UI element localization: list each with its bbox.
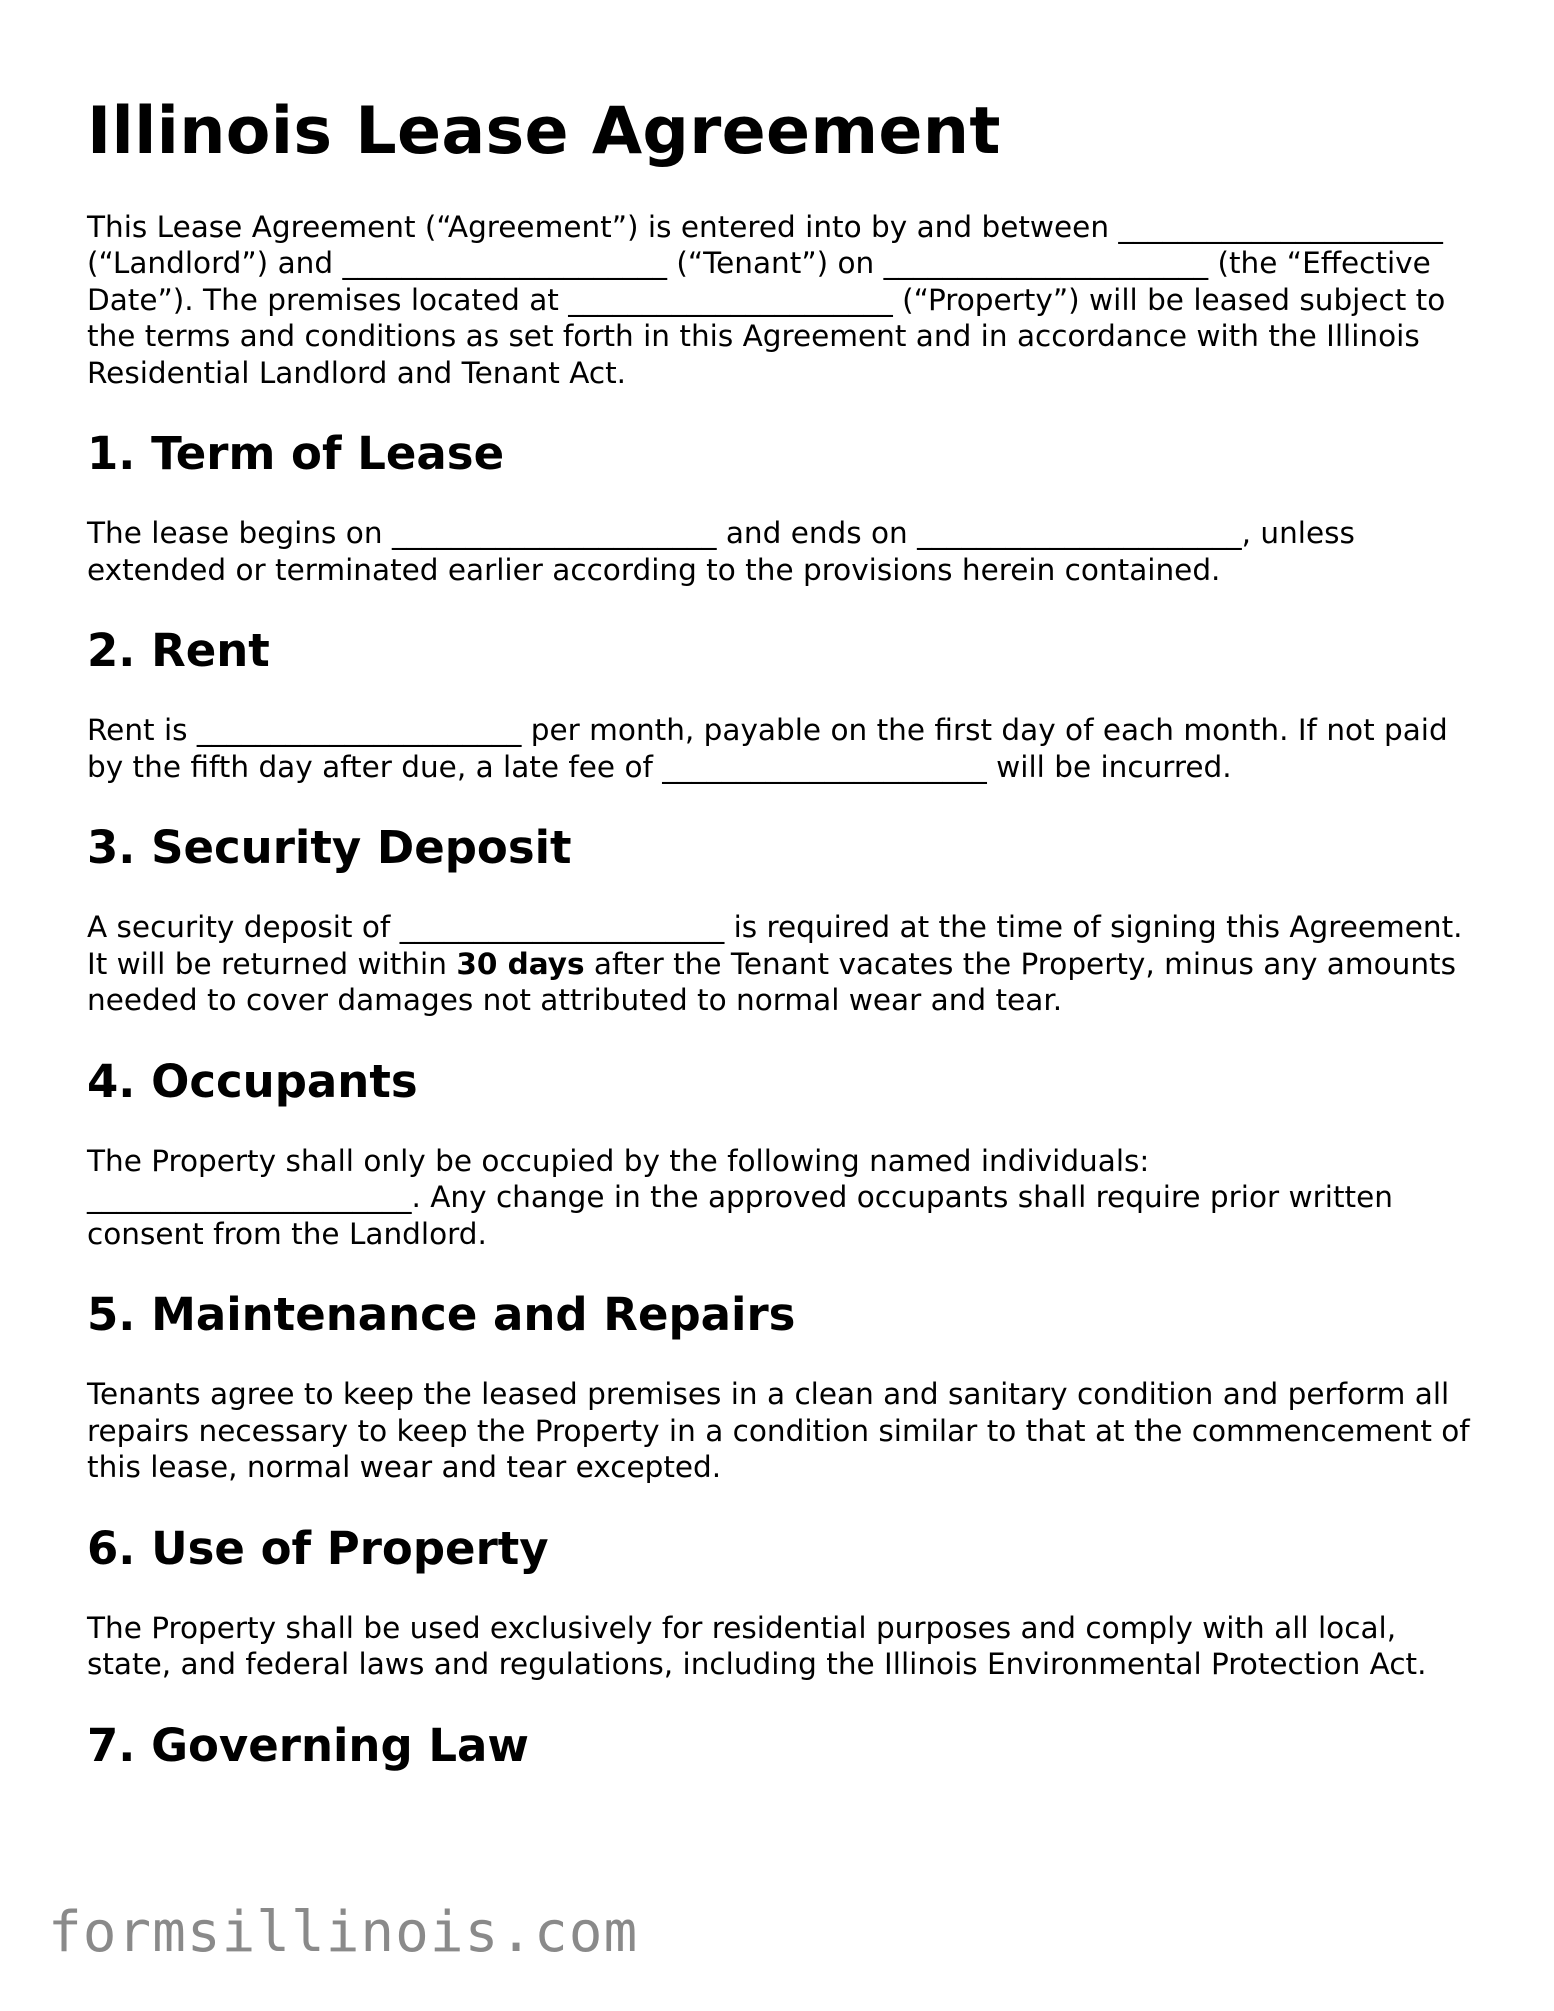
term-text: The lease begins on bbox=[87, 516, 392, 551]
watermark: formsillinois.com bbox=[48, 1900, 639, 1965]
section-body-occupants bbox=[87, 1143, 1477, 1253]
occupants-text: . Any change in the approved occupants shall require prior written consent from the Landlord. bbox=[87, 1180, 1393, 1251]
section-body-use-of-property: The Property shall be used exclusively for residential purposes and comply with all local, state, and federal laws and regulations, including the Illinois Environmental Protection Act. bbox=[87, 1610, 1427, 1682]
section-title-maintenance: 5. Maintenance and Repairs bbox=[87, 1288, 796, 1342]
occupants-text: The Property shall only be occupied by the following named individuals: bbox=[87, 1143, 1150, 1178]
section-body-maintenance: Tenants agree to keep the leased premises in a clean and sanitary condition and perform all repairs necessary to keep the Property in a condition similar to that at the commencement of this lease, normal wear and tear excepted. bbox=[87, 1377, 1470, 1485]
section-title-security-deposit: 3. Security Deposit bbox=[87, 821, 572, 875]
section-body-rent bbox=[87, 712, 1477, 785]
term-text: , unless extended or terminated earlier according to the provisions herein contained. bbox=[87, 516, 1355, 587]
rent-text: Rent is bbox=[87, 713, 197, 748]
effective-date-blank: ______________________ bbox=[883, 246, 1209, 281]
intro-text: This Lease Agreement (“Agreement”) is entered into by and between bbox=[87, 209, 1119, 244]
deposit-text: A security deposit of bbox=[87, 910, 400, 945]
document bbox=[87, 95, 1477, 1773]
section-body-security-deposit bbox=[87, 909, 1477, 1019]
rent-text: will be incurred. bbox=[986, 749, 1232, 784]
intro-text: (“Landlord”) and bbox=[87, 246, 343, 281]
term-text: and ends on bbox=[716, 516, 918, 551]
lease-end-blank: ______________________ bbox=[917, 516, 1242, 551]
document-title: Illinois Lease Agreement bbox=[87, 94, 1001, 169]
tenant-blank: ______________________ bbox=[342, 246, 667, 281]
return-period: 30 days bbox=[456, 946, 585, 981]
occupants-blank: ______________________ bbox=[87, 1180, 412, 1215]
intro-text: (“Tenant”) on bbox=[666, 246, 884, 281]
lease-start-blank: ______________________ bbox=[391, 516, 717, 551]
deposit-amount-blank: ______________________ bbox=[399, 910, 725, 945]
intro-text: (the “Effective Date”). The premises located at bbox=[87, 246, 1431, 317]
deposit-text: after the Tenant vacates the Property, minus any amounts needed to cover damages not attributed to normal wear and tear. bbox=[87, 946, 1456, 1018]
intro-paragraph bbox=[87, 209, 1477, 392]
section-title-governing-law: 7. Governing Law bbox=[87, 1718, 529, 1772]
intro-text: (“Property”) will be leased subject to the terms and conditions as set forth in this Agreement and in accordance with the Illinois Residential Landlord and Tenant Act. bbox=[87, 282, 1446, 390]
rent-text: per month, payable on the first day of each month. If not paid by the fifth day after due, a late fee of bbox=[87, 713, 1448, 784]
section-title-rent: 2. Rent bbox=[87, 624, 270, 678]
rent-amount-blank: ______________________ bbox=[196, 713, 522, 748]
landlord-blank: ______________________ bbox=[1118, 209, 1443, 244]
section-title-occupants: 4. Occupants bbox=[87, 1054, 418, 1108]
late-fee-blank: ______________________ bbox=[662, 749, 987, 784]
property-address-blank: ______________________ bbox=[568, 282, 893, 317]
section-title-term: 1. Term of Lease bbox=[87, 427, 505, 481]
section-title-use-of-property: 6. Use of Property bbox=[87, 1521, 549, 1575]
deposit-text: is required at the time of signing this Agreement. It will be returned within bbox=[87, 910, 1463, 981]
section-body-term bbox=[87, 515, 1477, 588]
